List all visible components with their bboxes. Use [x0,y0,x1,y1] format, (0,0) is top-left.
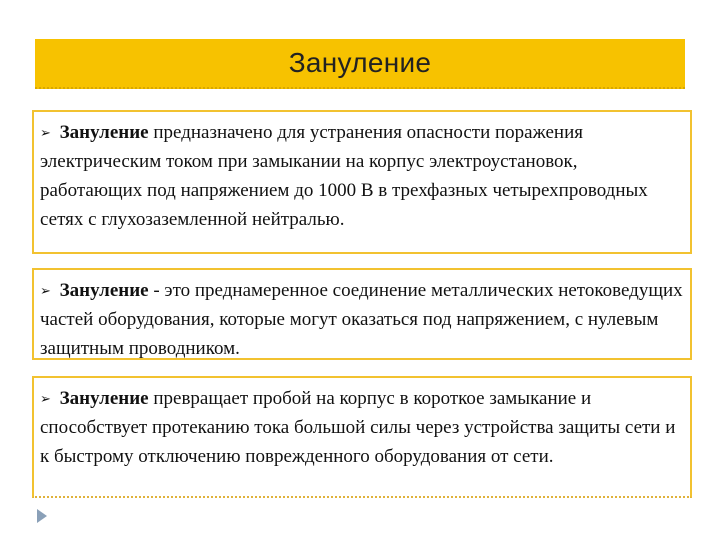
arrow-bullet-icon: ➢ [40,283,51,298]
block-term: Зануление [59,280,149,301]
text-block-1 [32,110,692,254]
slide-title: Зануление [288,47,432,78]
title-bar [35,39,685,89]
arrow-bullet-icon: ➢ [40,125,51,140]
text-block-3 [32,376,692,498]
block-term: Зануление [59,122,149,143]
block-term: Зануление [59,388,149,409]
text-block-2 [32,268,692,360]
triangle-right-icon[interactable] [37,509,47,523]
arrow-bullet-icon: ➢ [40,391,51,406]
block-text: предназначено для устранения опасности поражения электрическим током при замыкании на корпус электроустановок, работающих под напряжением до 1000 В в трехфазных четырехпроводных сетях с глухозаземленной нейтралью. [40,122,648,230]
block-text: превращает пробой на корпус в короткое замыкание и способствует протеканию тока большой силы через устройства защиты сети и к быстрому отключению поврежденного оборудования от сети. [40,388,676,467]
block-text: - это преднамеренное соединение металлических нетоковедущих частей оборудования, которые могут оказаться под напряжением, с нулевым защитным проводником. [40,280,683,359]
